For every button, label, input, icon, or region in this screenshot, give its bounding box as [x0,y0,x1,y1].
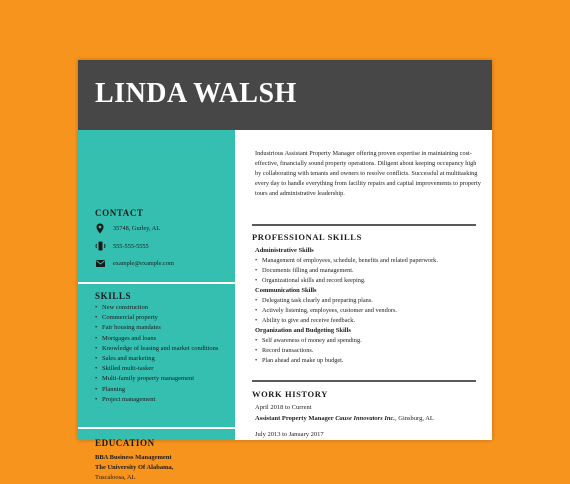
skill-group-title: Communication Skills [255,287,317,294]
resume-sidebar [78,130,235,481]
education-school: The University Of Alabama, [95,464,174,471]
list-item: • Multi-family property management [95,374,231,384]
skills-heading: SKILLS [95,291,132,301]
list-item: • Mortgages and loans [95,334,231,344]
list-item: • Plan ahead and make up budget. [255,357,343,364]
contact-phone: 555-555-5555 [113,242,149,250]
contact-email[interactable]: example@example.com [113,259,174,267]
list-item: • Sales and marketing [95,354,231,364]
section-divider [252,380,476,382]
education-heading: EDUCATION [95,438,155,448]
sidebar-divider [78,282,235,284]
contact-heading: CONTACT [95,208,144,218]
contact-phone-row [95,240,149,252]
contact-address: 35748, Gurley, AL [113,224,161,232]
list-item: • Ability to give and receive feedback. [255,317,355,324]
job-dates: July 2013 to January 2017 [255,431,324,438]
job-title: Assistant Property Manager [255,415,334,422]
resume-header [78,60,492,130]
list-item: • Commercial property [95,313,231,323]
list-item: • Self awareness of money and spending. [255,337,362,344]
professional-skills-heading: PROFESSIONAL SKILLS [252,232,362,242]
list-item: • Fair housing mandates [95,323,231,333]
list-item: • Skilled multi-tasker [95,364,231,374]
job-location: , Ginsburg, AL [395,415,434,422]
skill-group-title: Administrative Skills [255,247,314,254]
list-item: • Record transactions. [255,347,313,354]
list-item: • Organizational skills and record keeping. [255,277,366,284]
list-item: • Delegating task clearly and preparing plans. [255,297,373,304]
education-degree: BBA Business Management [95,454,172,461]
contact-email-row [95,257,174,269]
envelope-icon [95,257,105,269]
skills-list [95,303,231,405]
work-history-heading: WORK HISTORY [252,389,328,399]
job-company: Cause Innovators Inc. [335,415,395,422]
section-divider [252,224,476,226]
phone-icon [95,240,105,252]
professional-summary: Industrious Assistant Property Manager offering proven expertise in maintaining cost-effective, financially sound property operations. Diligent about keeping occupancy high by collaborating with tenants and owners to resolve conflicts. Successful at multitasking every day to handle everything from facility repairs and capital improvements to property tours and administrative leadership. [255,150,481,197]
job-title-line [255,415,434,422]
list-item: • New construction [95,303,231,313]
list-item: • Knowledge of leasing and market conditions [95,344,231,354]
location-pin-icon [95,222,105,234]
list-item: • Actively listening, employees, customer and vendors. [255,307,397,314]
list-item: • Project management [95,395,231,405]
list-item: • Management of employees, schedule, benefits and related paperwork. [255,257,438,264]
list-item: • Planning [95,385,231,395]
skill-group-title: Organization and Budgeting Skills [255,327,351,334]
job-dates: April 2018 to Current [255,404,312,411]
contact-address-row [95,222,160,234]
list-item: • Documents filling and management. [255,267,354,274]
candidate-name: LINDA WALSH [95,78,297,109]
sidebar-divider [78,427,235,429]
education-location: Tuscaloosa, AL [95,474,136,481]
